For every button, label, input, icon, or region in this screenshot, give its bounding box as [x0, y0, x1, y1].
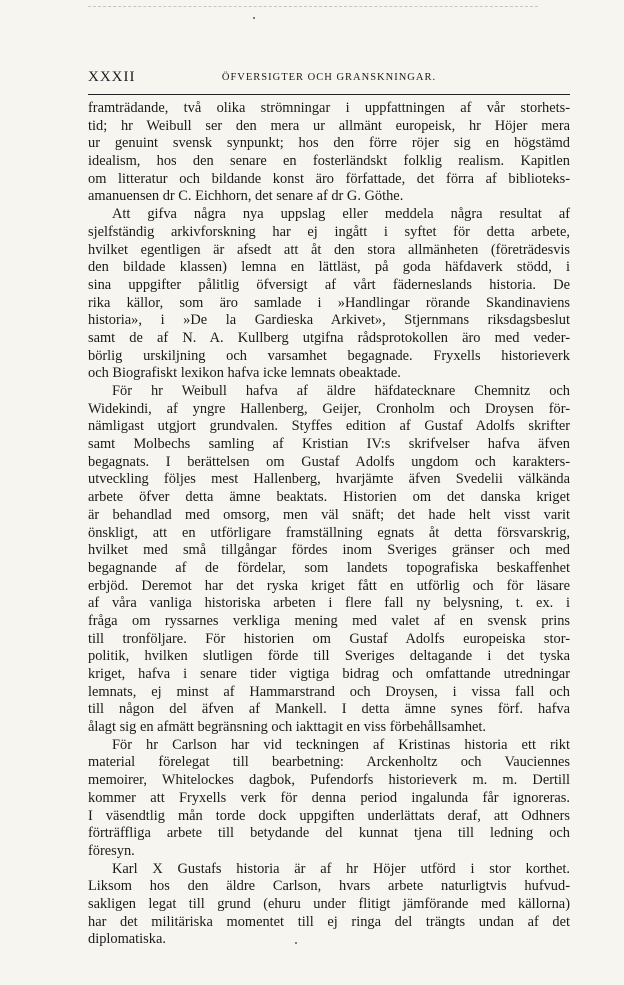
text-line: I väsendtlig mån torde dock uppgiften underlättats deraf, att Odhners [88, 807, 570, 824]
text-line: tid; hr Weibull ser den mera ur allmänt europeisk, hr Höjer mera [88, 117, 570, 134]
text-line: amanuensen dr C. Eichhorn, det senare af dr G. Göthe. [88, 188, 404, 205]
text-line: sjelfständig arkivforskning har ej ingått i syftet för detta arbete, [88, 223, 570, 240]
text-line: om litteratur och bildande konst äro författade, det förra af biblioteks- [88, 170, 570, 187]
page-number: XXXII [88, 69, 136, 85]
text-line: diplomatiska. [88, 931, 166, 948]
text-line: sina uppgifter pålitlig öfversigt af vårt fäderneslands historia. De [88, 276, 570, 293]
text-line: förträffliga arbete till betydande del kunnat tjena till ledning och [88, 825, 570, 842]
running-title: ÖFVERSIGTER OCH GRANSKNINGAR. [221, 72, 437, 83]
text-line: den bildade klassen) lemna en lättläst, på goda häfdaverk stödd, i [88, 259, 570, 276]
text-line: material förelegat till bearbetning: Arckenholtz och Vauciennes [88, 754, 570, 771]
text-line: För hr Weibull hafva af äldre häfdatecknare Chemnitz och [112, 383, 570, 399]
text-line: Att gifva några nya uppslag eller meddela några resultat af [112, 206, 570, 223]
text-line: sakligen legat till grund (ehuru under flitigt jämförande med källorna) [88, 895, 570, 912]
text-line: ur genuint svensk synpunkt; hos den förre röjer sig en högstämd [88, 135, 570, 152]
text-line: ålagt sig en afmätt begränsning och iakttagit en viss förbehållsamhet. [88, 719, 487, 736]
text-line: är behandlad med omsorg, men väl snäft; det hade helt visst varit [88, 506, 570, 523]
running-header [88, 69, 570, 91]
text-line: memoirer, Whitelockes dagbok, Pufendorfs historieverk m. m. Dertill [88, 772, 570, 789]
text-line: och Biografiskt lexikon hafva icke lemnats obeaktade. [88, 365, 401, 382]
text-line: För hr Carlson har vid teckningen af Kristinas historia ett rikt [112, 736, 570, 753]
ink-speck [253, 17, 255, 19]
text-line: historia», i »De la Gardieska Arkivet», Stjernmans riksdagsbeslut [88, 312, 570, 329]
body-text [88, 100, 570, 949]
text-line: samt de af N. A. Kullberg utgifna rådsprotokollen äro med veder- [88, 329, 570, 346]
text-line: fråga om ryssarnes verkliga mening med valet af en svensk prins [88, 612, 570, 629]
text-line: föresyn. [88, 842, 135, 859]
text-line: börlig urskiljning och varsamhet begagnade. Fryxells historieverk [88, 347, 570, 364]
text-line: hvilket egentligen är afsedt att åt den stora allmänheten (företrädesvis [88, 241, 570, 258]
text-line: har det militäriska momentet till ej ringa del trängts undan af det [88, 913, 570, 930]
text-line: utveckling följes mest Hallenberg, hvarjämte äfven Svedelii välkända [88, 471, 570, 488]
text-line: samt Molbechs samling af Kristian IV:s skrifvelser hafva äfven [88, 436, 570, 453]
header-rule [88, 94, 570, 95]
text-line: politik, hvilken slutligen förde till Sveriges deltagande i det tyska [88, 648, 570, 665]
text-line: Karl X Gustafs historia är af hr Höjer utförd i stor korthet. [112, 860, 570, 877]
text-line: arbete öfver detta ämne beaktats. Historien om det danska kriget [88, 489, 570, 506]
text-line: Liksom hos den äldre Carlson, hvars arbete naturligtvis hufvud- [88, 878, 570, 895]
text-line: begagnats. I berättelsen om Gustaf Adolfs ungdom och karakters- [88, 453, 570, 470]
text-line: önskligt, att en utförligare framställning egnats åt detta försvarskrig, [88, 524, 570, 541]
text-line: kriget, hafva i senare tider vigtiga bidrag och omfattande utredningar [88, 666, 570, 682]
text-line: erbjöd. Deremot har det ryska kriget fått en utförlig och för läsare [88, 577, 570, 594]
text-line: till tronföljare. För historien om Gustaf Adolfs europeiska stor- [88, 630, 570, 647]
text-line: framträdande, två olika strömningar i uppfattningen af vår storhets- [88, 100, 570, 116]
text-line: begagnande af de fördelar, som landets topografiska beskaffenhet [88, 559, 570, 576]
text-line: rika källor, som äro samlade i »Handlingar rörande Skandinaviens [88, 294, 570, 311]
text-line: hvilket med små tillgångar fördes inom Sveriges gränser och med [88, 542, 570, 559]
text-line: idealism, hos den senare en fosterländskt folklig realism. Kapitlen [88, 153, 570, 170]
text-line: af våra vanliga historiska arbeten i flere fall ny belysning, t. ex. i [88, 595, 570, 612]
text-line: kommer att Fryxells verk för denna period ingalunda får ignoreras. [88, 789, 570, 806]
scan-edge-line [88, 6, 538, 7]
text-line: till någon del äfven af Mankell. I detta ämne synes förf. hafva [88, 701, 570, 718]
text-line: Widekindi, af yngre Hallenberg, Geijer, Cronholm och Droysen för- [88, 400, 570, 417]
text-line: nämligast utgjort grundvalen. Styffes edition af Gustaf Adolfs skrifter [88, 418, 570, 435]
text-line: lemnats, ej minst af Hammarstrand och Droysen, i vissa fall och [88, 683, 570, 700]
